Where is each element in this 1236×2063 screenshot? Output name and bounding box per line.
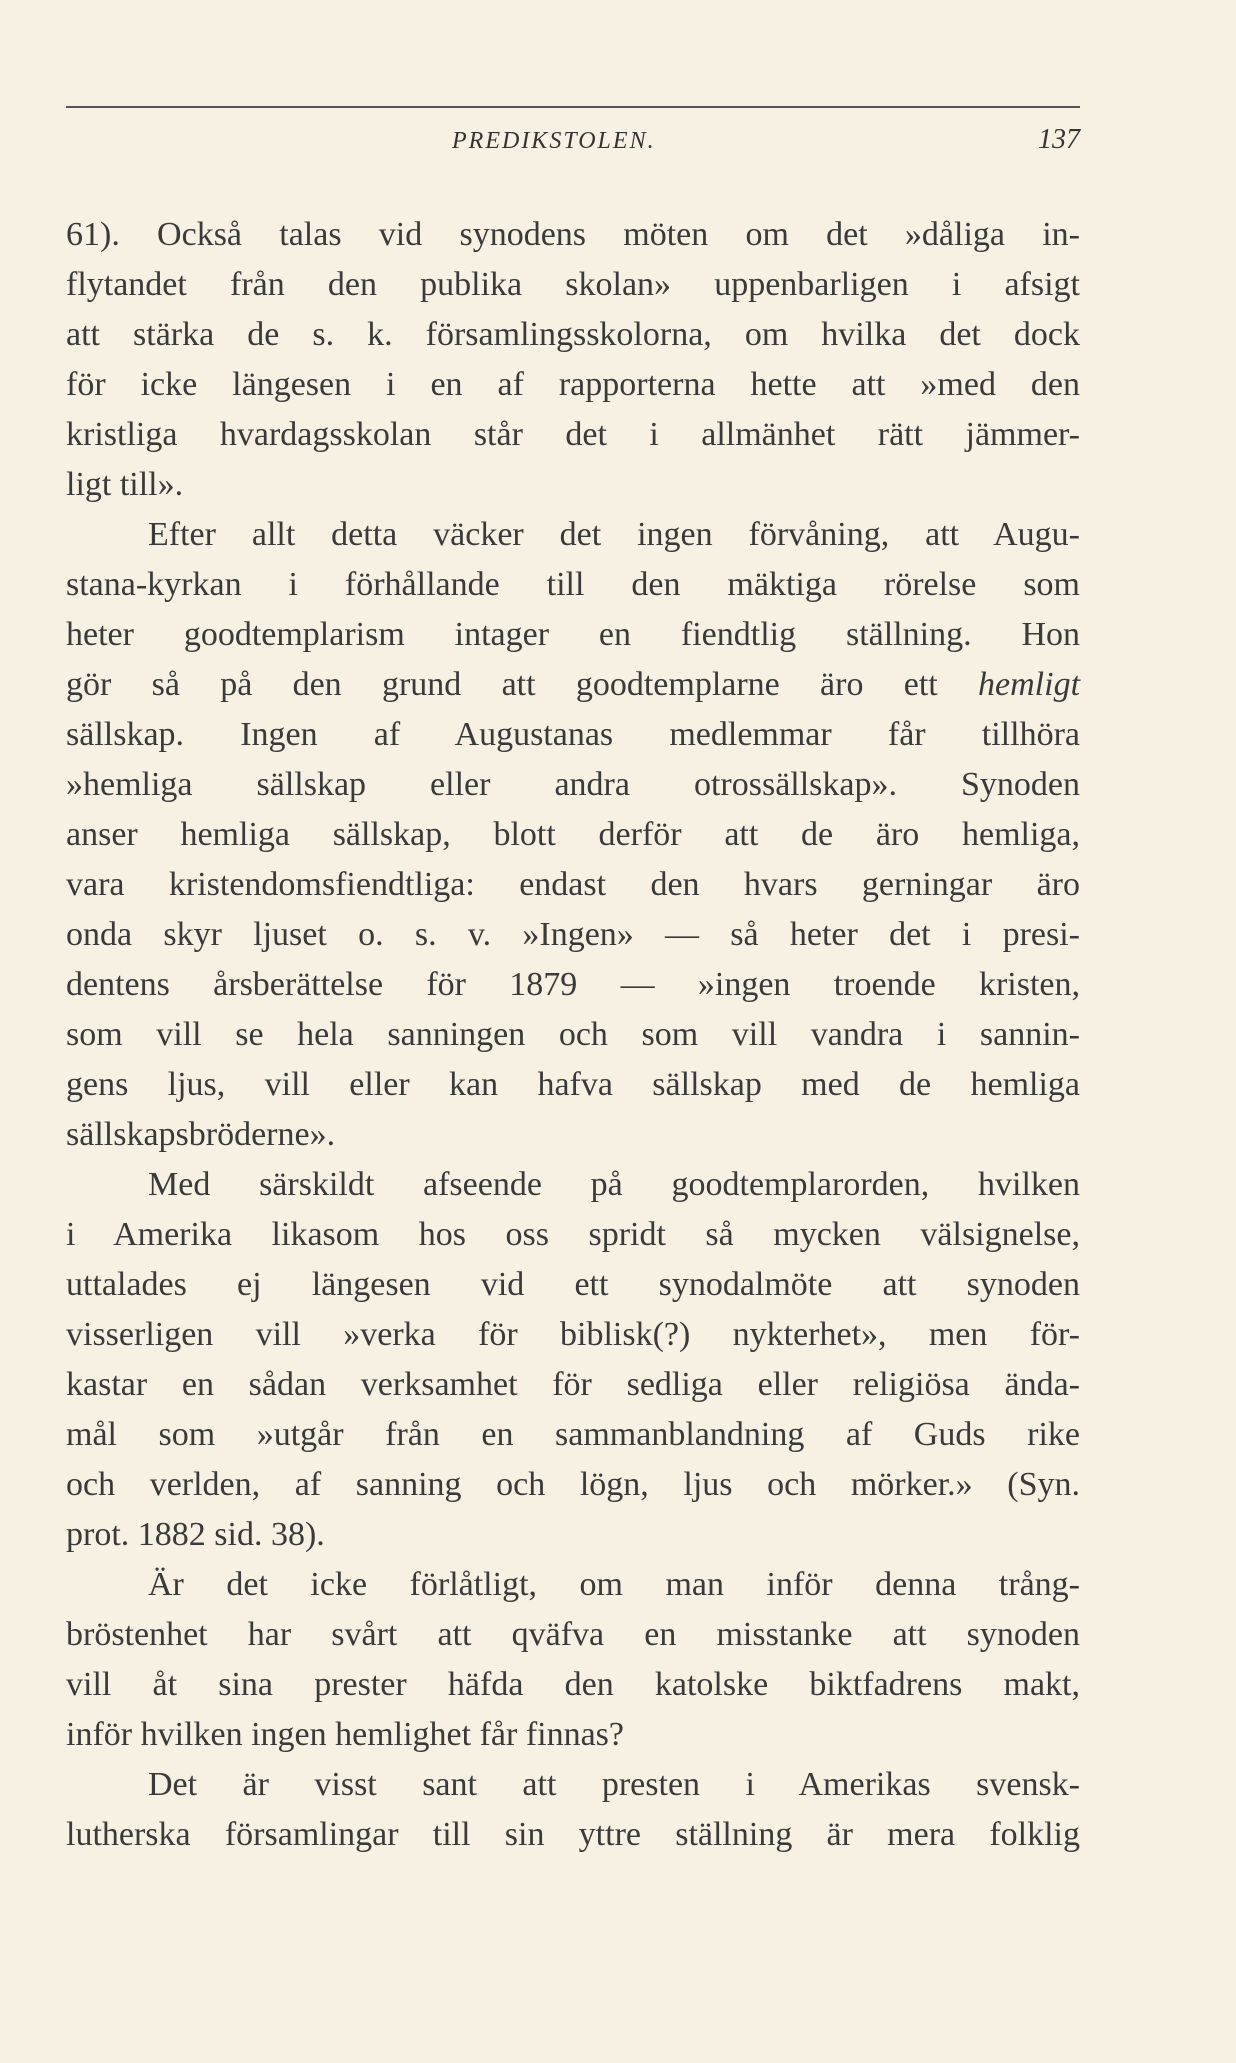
text-line: och verlden, af sanning och lögn, ljus och mörker.» (Syn.	[66, 1466, 1080, 1503]
text-line: som vill se hela sanningen och som vill vandra i sannin-	[66, 1016, 1080, 1053]
italic-word: hemligt	[978, 666, 1081, 703]
text-line: anser hemliga sällskap, blott derför att de äro hemliga,	[66, 816, 1080, 853]
text-line: lutherska församlingar till sin yttre ställning är mera folklig	[66, 1816, 1080, 1853]
text-line: inför hvilken ingen hemlighet får finnas?	[66, 1716, 624, 1753]
text-line: dentens årsberättelse för 1879 — »ingen troende kristen,	[66, 966, 1080, 1003]
text-line: heter goodtemplarism intager en fiendtlig ställning. Hon	[66, 616, 1080, 653]
page-number: 137	[1038, 124, 1080, 155]
text-line: uttalades ej längesen vid ett synodalmöte att synoden	[66, 1266, 1080, 1303]
text-line: vill åt sina prester häfda den katolske biktfadrens makt,	[66, 1666, 1080, 1703]
text-line: prot. 1882 sid. 38).	[66, 1516, 325, 1553]
body-text	[66, 210, 1080, 1860]
text-line: att stärka de s. k. församlingsskolorna, om hvilka det dock	[66, 316, 1080, 353]
text-line: vara kristendomsfiendtliga: endast den hvars gerningar äro	[66, 866, 1080, 903]
text-line: kastar en sådan verksamhet för sedliga eller religiösa ända-	[66, 1366, 1080, 1403]
text-line: gens ljus, vill eller kan hafva sällskap med de hemliga	[66, 1066, 1080, 1103]
text-line: mål som »utgår från en sammanblandning af Guds rike	[66, 1416, 1080, 1453]
running-head: PREDIKSTOLEN.	[452, 128, 656, 154]
text-line: onda skyr ljuset o. s. v. »Ingen» — så heter det i presi-	[66, 916, 1080, 953]
text-line: stana-kyrkan i förhållande till den mäktiga rörelse som	[66, 566, 1080, 603]
text-line: 61). Också talas vid synodens möten om det »dåliga in-	[66, 216, 1080, 253]
text-line: visserligen vill »verka för biblisk(?) nykterhet», men för-	[66, 1316, 1080, 1353]
text-line: »hemliga sällskap eller andra otrossällskap». Synoden	[66, 766, 1080, 803]
text-line: bröstenhet har svårt att qväfva en misstanke att synoden	[66, 1616, 1080, 1653]
text-line-with-italic	[66, 660, 1080, 710]
text-line: kristliga hvardagsskolan står det i allmänhet rätt jämmer-	[66, 416, 1080, 453]
text-line: för icke längesen i en af rapporterna hette att »med den	[66, 366, 1080, 403]
text-line: sällskap. Ingen af Augustanas medlemmar får tillhöra	[66, 716, 1080, 753]
text-line: Det är visst sant att presten i Amerikas svensk-	[148, 1766, 1080, 1803]
text-line: Efter allt detta väcker det ingen förvåning, att Augu-	[148, 516, 1080, 553]
text-line: sällskapsbröderne».	[66, 1116, 336, 1153]
header-rule	[66, 106, 1080, 108]
text-line: Med särskildt afseende på goodtemplarorden, hvilken	[148, 1166, 1080, 1203]
text-line-segment: gör så på den grund att goodtemplarne äro ett	[66, 666, 938, 703]
text-line: Är det icke förlåtligt, om man inför denna trång-	[148, 1566, 1080, 1603]
text-line: i Amerika likasom hos oss spridt så mycken välsignelse,	[66, 1216, 1080, 1253]
text-line: flytandet från den publika skolan» uppenbarligen i afsigt	[66, 266, 1080, 303]
text-line: ligt till».	[66, 466, 184, 503]
